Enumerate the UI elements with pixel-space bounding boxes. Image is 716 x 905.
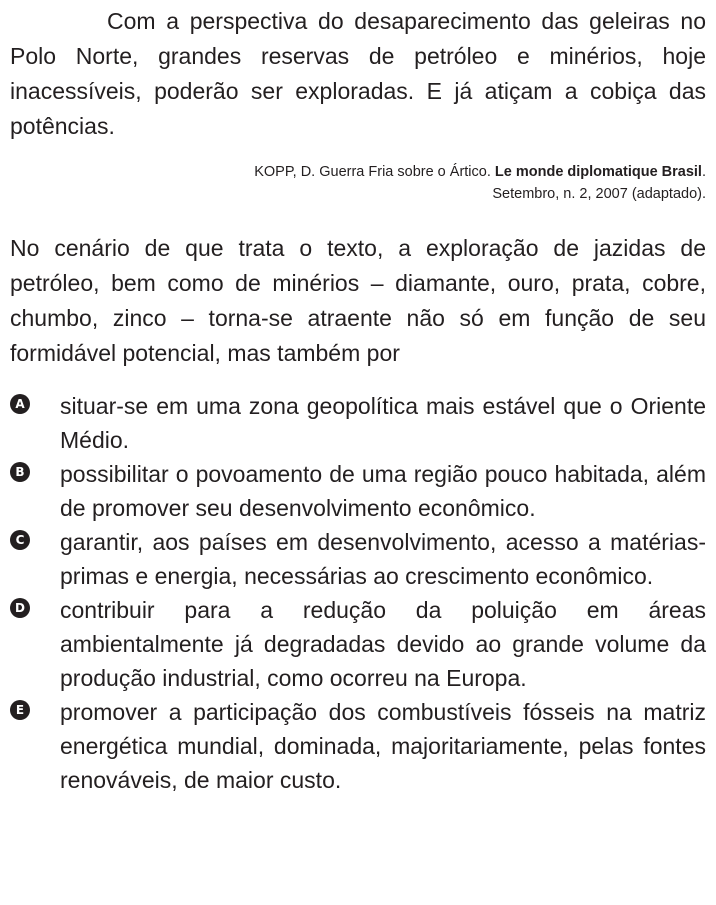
option-b-letter-badge: B	[10, 462, 30, 482]
option-e-text: promover a participação dos combustíveis fósseis na matriz energética mundial, dominada, majoritariamente, pelas fontes renováveis, de maior custo.	[60, 699, 706, 793]
citation	[146, 161, 706, 205]
option-b[interactable]	[0, 457, 716, 525]
passage-text: Com a perspectiva do desaparecimento das geleiras no Polo Norte, grandes reservas de petróleo e minérios, hoje inacessíveis, poderão ser exploradas. E já atiçam a cobiça das potências.	[10, 8, 706, 139]
option-b-text: possibilitar o povoamento de uma região pouco habitada, além de promover seu desenvolvimento econômico.	[60, 461, 706, 521]
option-c[interactable]	[0, 525, 716, 593]
option-c-letter-badge: C	[10, 530, 30, 550]
option-e-letter-badge: E	[10, 700, 30, 720]
citation-line-2: Setembro, n. 2, 2007 (adaptado).	[492, 186, 706, 202]
citation-line-1	[146, 161, 706, 183]
option-a-letter-badge: A	[10, 394, 30, 414]
option-d-letter-badge: D	[10, 598, 30, 618]
option-a[interactable]	[0, 389, 716, 457]
option-c-text: garantir, aos países em desenvolvimento, acesso a matérias-primas e energia, necessárias ao crescimento econômico.	[60, 529, 706, 589]
citation-publication: Le monde diplomatique Brasil	[494, 164, 702, 180]
option-d-text: contribuir para a redução da poluição em áreas ambientalmente já degradadas devido ao grande volume da produção industrial, como ocorreu na Europa.	[60, 597, 706, 691]
option-d[interactable]	[0, 593, 716, 695]
citation-author-title: KOPP, D. Guerra Fria sobre o Ártico.	[254, 164, 495, 180]
option-e[interactable]	[0, 695, 716, 797]
answer-options	[0, 389, 716, 797]
option-a-text: situar-se em uma zona geopolítica mais estável que o Oriente Médio.	[60, 393, 706, 453]
citation-period: .	[701, 164, 706, 180]
question-stem: No cenário de que trata o texto, a exploração de jazidas de petróleo, bem como de minérios – diamante, ouro, prata, cobre, chumbo, zinco – torna-se atraente não só em função de seu formidável potencial, mas também por	[10, 235, 706, 366]
